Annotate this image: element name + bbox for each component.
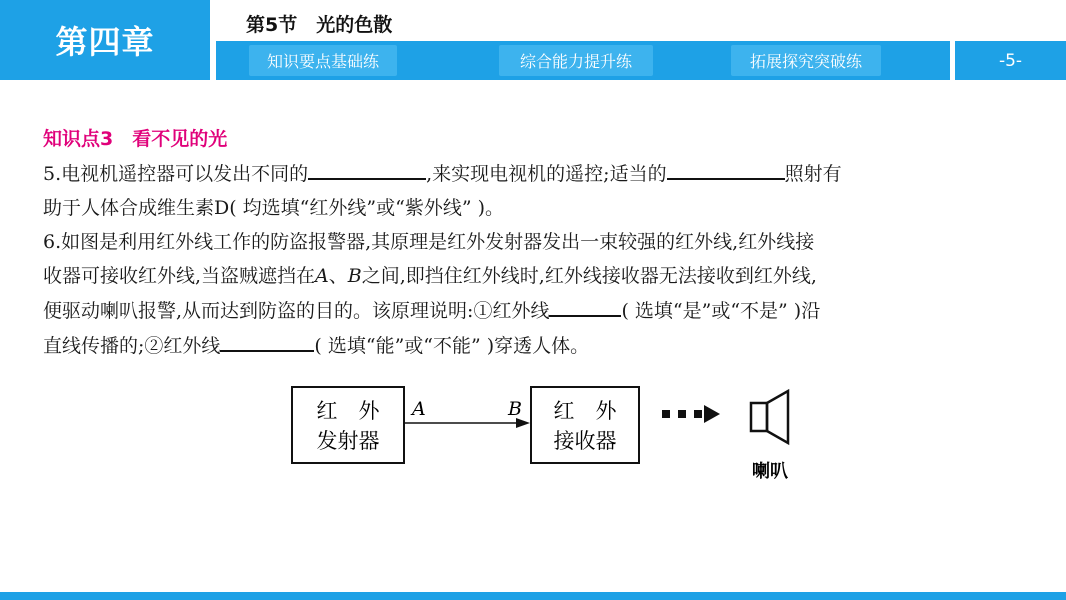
knowledge-point-heading: 知识点3 看不见的光 [43,128,228,150]
signal-dot-3 [694,410,702,418]
q6-line1 [43,225,1033,259]
q6-text-3b: ( 选填“是”或“不是” )沿 [621,300,821,322]
chapter-title: 第四章 [0,0,210,80]
q6-text-2a: 收器可接收红外线,当盗贼遮挡在 [43,265,316,287]
alarm-diagram [290,385,810,495]
q5-text-c: 照射有 [784,163,842,185]
q6-label-a: A [315,265,329,287]
q5-blank-1[interactable] [308,156,426,180]
point-b-label: B [508,398,522,420]
tab-basic-practice[interactable]: 知识要点基础练 [249,45,397,76]
q6-text-4b: ( 选填“能”或“不能” )穿透人体。 [314,335,590,357]
q5-line1 [43,156,1033,191]
point-a-label: A [412,398,426,420]
speaker-icon [751,403,767,431]
q6-text-4a: 直线传播的;②红外线 [43,335,221,357]
signal-dot-1 [662,410,670,418]
signal-arrowhead [704,405,720,423]
bottom-bar [0,592,1066,600]
nav-bar [216,41,950,80]
q6-blank-1[interactable] [549,293,621,317]
speaker-cone-icon [767,391,788,443]
q6-blank-2[interactable] [220,328,314,352]
tab-extension-practice[interactable]: 拓展探究突破练 [731,45,881,76]
q5-text-a: 5.电视机遥控器可以发出不同的 [43,163,309,185]
q5-line2 [43,191,1033,225]
question-content [43,156,1033,363]
emitter-label-1: 红 外 [316,399,380,423]
q6-text-1: 6.如图是利用红外线工作的防盗报警器,其原理是红外发射器发出一束较强的红外线,红外线接 [43,231,815,253]
speaker-label: 喇叭 [752,461,788,482]
q6-label-b: B [347,265,362,287]
q6-text-2b: 、 [328,265,348,287]
signal-dot-2 [678,410,686,418]
q5-blank-2[interactable] [667,156,785,180]
receiver-label-1: 红 外 [553,399,617,423]
q6-line4 [43,328,1033,363]
q6-text-2c: 之间,即挡住红外线时,红外线接收器无法接收到红外线, [361,265,817,287]
q5-text-b: ,来实现电视机的遥控;适当的 [426,163,667,185]
q6-text-3a: 便驱动喇叭报警,从而达到防盗的目的。该原理说明:①红外线 [43,300,550,322]
tab-comprehensive-practice[interactable]: 综合能力提升练 [499,45,653,76]
q5-text-d: 助于人体合成维生素D( 均选填“红外线”或“紫外线” )。 [43,197,504,219]
emitter-label-2: 发射器 [316,429,380,453]
q6-line3 [43,293,1033,328]
receiver-label-2: 接收器 [553,429,617,453]
section-title: 第5节 光的色散 [246,14,393,36]
page-number: -5- [955,41,1066,80]
q6-line2 [43,259,1033,293]
